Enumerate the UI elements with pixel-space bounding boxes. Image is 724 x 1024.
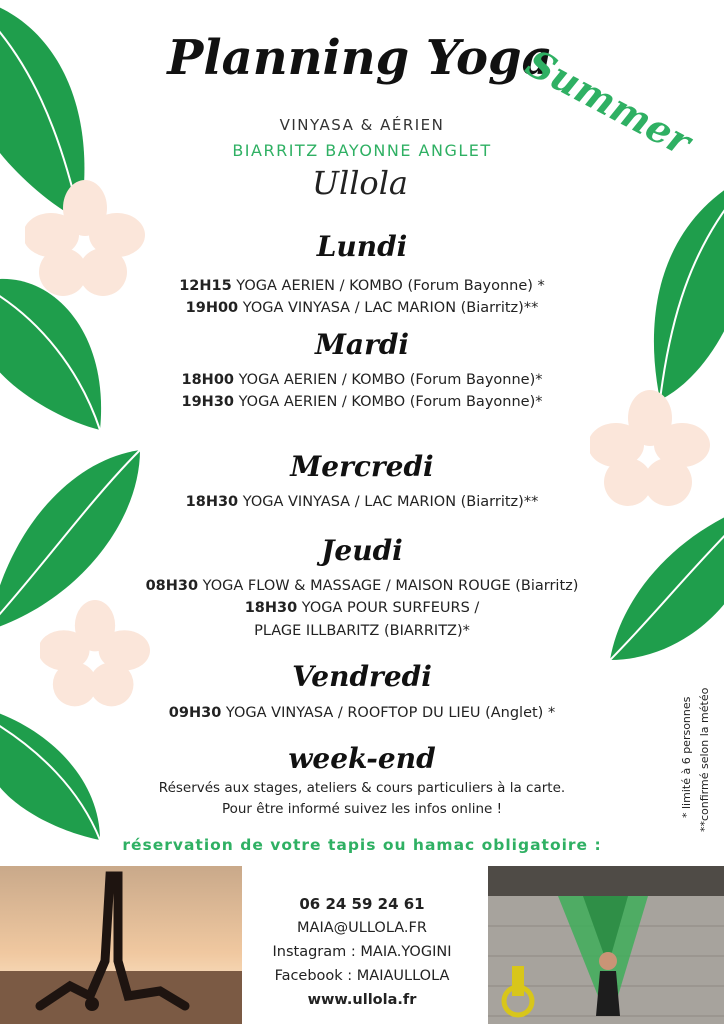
schedule-line [0, 494, 724, 510]
schedule-text: YOGA POUR SURFEURS / [297, 600, 480, 616]
schedule-text: YOGA VINYASA / LAC MARION (Biarritz)** [238, 300, 539, 316]
contact-facebook[interactable]: Facebook : MAIAULLOLA [274, 968, 450, 984]
schedule-line [0, 578, 724, 594]
schedule-time: 19H00 [185, 300, 239, 316]
aerial-yoga-photo [488, 866, 724, 1024]
summer-badge: Summer [518, 40, 699, 165]
hibiscus-flower-decoration-left-bottom [40, 600, 150, 710]
schedule-text: PLAGE ILLBARITZ (BIARRITZ)* [254, 623, 470, 639]
schedule-line [0, 300, 724, 316]
yoga-beach-photo [0, 866, 242, 1024]
schedule-text: YOGA VINYASA / ROOFTOP DU LIEU (Anglet) * [221, 705, 556, 721]
schedule-line [0, 278, 724, 294]
schedule-text: YOGA VINYASA / LAC MARION (Biarritz)** [238, 494, 539, 510]
schedule-text: YOGA AERIEN / KOMBO (Forum Bayonne)* [234, 394, 543, 410]
brand-logo-text: Ullola [311, 164, 408, 202]
page-title: Planning Yoga [167, 30, 553, 86]
subtitle-locations: BIARRITZ BAYONNE ANGLET [232, 141, 492, 160]
weekend-info-line: Pour être informé suivez les infos online ! [221, 801, 503, 817]
schedule-time: 12H15 [179, 278, 232, 294]
schedule-line [0, 705, 724, 721]
day-heading-vendredi: Vendredi [292, 660, 432, 693]
day-heading-mercredi: Mercredi [290, 450, 434, 483]
footnote-capacity-limit: * limité à 6 personnes [680, 696, 693, 818]
schedule-line [0, 394, 724, 410]
schedule-text: YOGA FLOW & MASSAGE / MAISON ROUGE (Biarritz) [198, 578, 579, 594]
contact-info [244, 866, 480, 1024]
schedule-line [0, 600, 724, 616]
contact-website[interactable]: www.ullola.fr [307, 992, 417, 1008]
reservation-notice: réservation de votre tapis ou hamac obligatoire : [122, 836, 602, 854]
schedule-text: YOGA AERIEN / KOMBO (Forum Bayonne) * [231, 278, 545, 294]
contact-instagram[interactable]: Instagram : MAIA.YOGINI [272, 944, 452, 960]
schedule-time: 18H00 [181, 372, 234, 388]
day-heading-weekend: week-end [288, 742, 436, 775]
schedule-line [0, 372, 724, 388]
day-heading-lundi: Lundi [316, 230, 408, 263]
contact-email[interactable]: MAIA@ULLOLA.FR [297, 920, 427, 936]
schedule-line [0, 623, 724, 639]
schedule-time: 08H30 [145, 578, 199, 594]
subtitle-yoga-styles: VINYASA & AÉRIEN [279, 116, 445, 134]
schedule-time: 19H30 [181, 394, 234, 410]
schedule-time: 18H30 [185, 494, 239, 510]
schedule-text: YOGA AERIEN / KOMBO (Forum Bayonne)* [234, 372, 543, 388]
weekend-info-line: Réservés aux stages, ateliers & cours particuliers à la carte. [158, 780, 566, 796]
day-heading-mardi: Mardi [314, 328, 410, 361]
day-heading-jeudi: Jeudi [321, 534, 403, 567]
schedule-time: 18H30 [244, 600, 298, 616]
schedule-time: 09H30 [168, 705, 222, 721]
footnote-weather: **confirmé selon la météo [698, 687, 711, 832]
contact-phone[interactable]: 06 24 59 24 61 [299, 895, 425, 913]
